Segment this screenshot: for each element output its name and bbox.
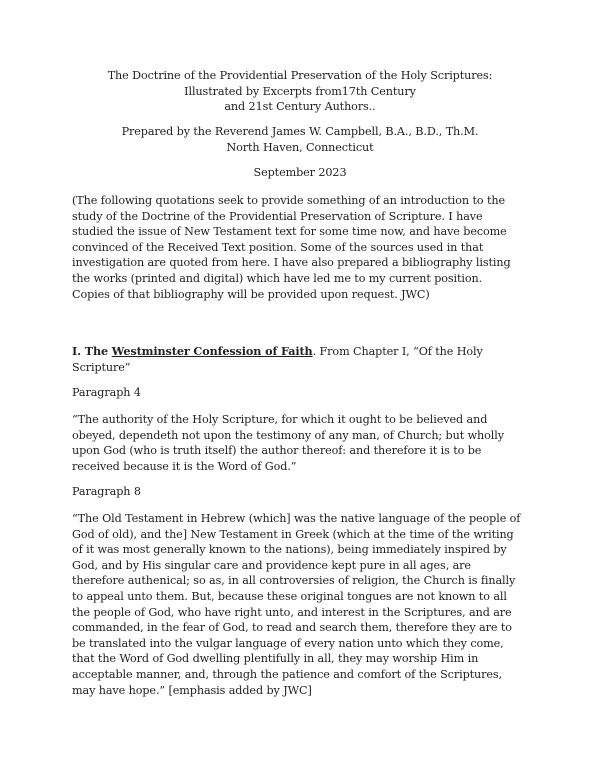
intro-line: (The following quotations seek to provide something of an introduction to the	[72, 194, 505, 207]
quote-line: therefore authenical; so as, in all controversies of religion, the Church is finally	[72, 574, 516, 588]
quote-line: obeyed, dependeth not upon the testimony of any man, of Church; but wholly	[72, 428, 504, 442]
section-heading-line	[72, 344, 532, 360]
section-heading	[72, 344, 532, 375]
intro-line: the works (printed and digital) which have led me to my current position.	[72, 271, 483, 285]
title-line: The Doctrine of the Providential Preservation of the Holy Scriptures:	[107, 69, 493, 82]
quote-line: “The Old Testament in Hebrew (which] was the native language of the people of	[72, 512, 521, 525]
quote-line: commanded, in the fear of God, to read and search them, therefore they are to	[72, 621, 512, 635]
quote-line: God of old), and the] New Testament in Greek (which at the time of the writing	[72, 527, 514, 541]
paragraph-8-label: Paragraph 8	[72, 485, 141, 498]
author-location: North Haven, Connecticut	[226, 140, 374, 154]
quote-line: of it was most generally known to the nations), being immediately inspired by	[72, 543, 507, 557]
quote-line: “The authority of the Holy Scripture, for which it ought to be believed and	[72, 413, 488, 426]
author-line: Prepared by the Reverend James W. Campbell, B.A., B.D., Th.M.	[121, 125, 479, 138]
section-heading-line: Scripture”	[72, 360, 131, 374]
intro-line: study of the Doctrine of the Providential Preservation of Scripture. I have	[72, 209, 483, 223]
section-source-text: . From Chapter I, “Of the Holy	[312, 345, 483, 358]
author-block	[60, 124, 540, 155]
quote-line: acceptable manner, and, through the patience and comfort of the Scriptures,	[72, 667, 502, 681]
paragraph-8-quote	[72, 511, 532, 698]
intro-line: investigation are quoted from here. I have also prepared a bibliography listing	[72, 256, 511, 270]
section-number: I. The	[72, 344, 112, 358]
quote-line: God, and by His singular care and providence kept pure in all ages, are	[72, 558, 471, 572]
paragraph-4-quote	[72, 412, 532, 474]
paragraph-4-label: Paragraph 4	[72, 386, 141, 399]
document-date: September 2023	[253, 166, 347, 179]
intro-paragraph	[72, 193, 532, 302]
title-line: Illustrated by Excerpts from17th Century	[184, 84, 416, 98]
quote-line: that the Word of God dwelling plentifully in all, they may worship Him in	[72, 652, 479, 666]
intro-line: Copies of that bibliography will be provided upon request. JWC)	[72, 287, 430, 301]
document-title	[60, 68, 540, 115]
quote-line: be translated into the vulgar language of every nation unto which they come,	[72, 636, 504, 650]
quote-line: may have hope.” [emphasis added by JWC]	[72, 683, 312, 697]
intro-line: convinced of the Received Text position. Some of the sources used in that	[72, 240, 484, 254]
quote-line: the people of God, who have right unto, and interest in the Scriptures, and are	[72, 605, 512, 619]
quote-line: upon God (who is truth itself) the author thereof: and therefore it is to be	[72, 444, 482, 458]
quote-line: to appeal unto them. But, because these original tongues are not known to all	[72, 589, 507, 603]
confession-title: Westminster Confession of Faith	[111, 344, 313, 358]
quote-line: received because it is the Word of God.”	[72, 459, 297, 473]
intro-line: studied the issue of New Testament text for some time now, and have become	[72, 225, 507, 239]
title-line: and 21st Century Authors..	[224, 100, 376, 114]
